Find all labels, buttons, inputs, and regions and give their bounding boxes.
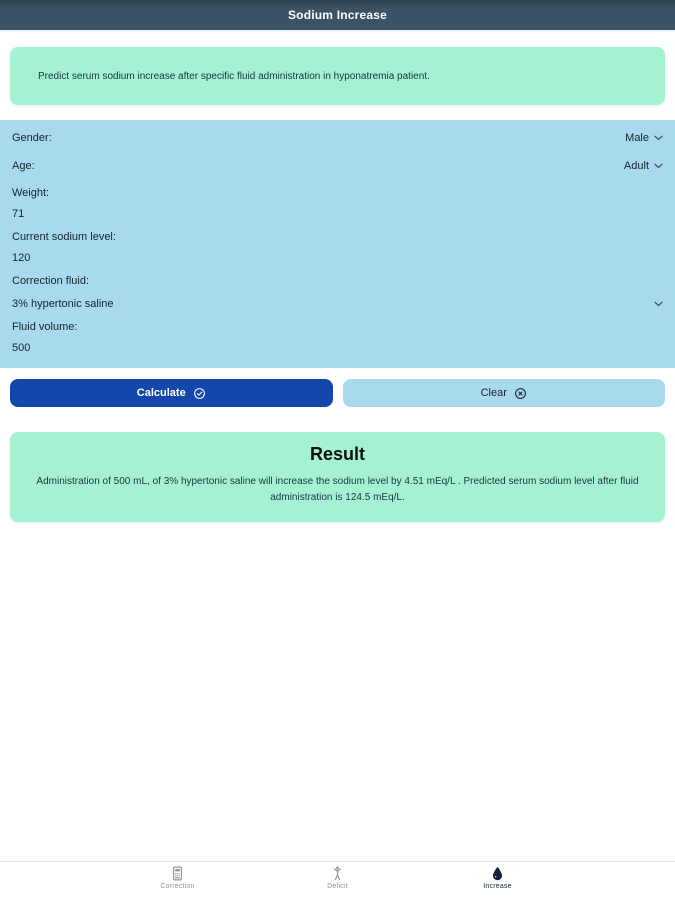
person-icon	[329, 865, 346, 882]
tab-deficit[interactable]	[297, 862, 379, 891]
calculate-button[interactable]	[10, 379, 333, 407]
page-title: Sodium Increase	[287, 8, 388, 22]
correction-fluid-group	[12, 272, 663, 314]
input-form-panel	[0, 120, 675, 368]
tab-deficit-label: Deficit	[327, 883, 348, 890]
current-sodium-label: Current sodium level:	[12, 231, 116, 243]
info-banner-text: Predict serum sodium increase after specific fluid administration in hyponatremia patient.	[38, 70, 430, 82]
tab-correction-label: Correction	[160, 883, 195, 890]
gender-value: Male	[625, 131, 649, 144]
gender-dropdown[interactable]	[625, 129, 663, 148]
weight-label: Weight:	[12, 187, 50, 199]
calculator-icon	[169, 865, 186, 882]
sodium-group	[12, 228, 663, 268]
x-circle-icon	[514, 387, 527, 400]
bottom-tab-bar	[0, 861, 675, 900]
correction-fluid-label: Correction fluid:	[12, 275, 90, 287]
gender-row	[12, 124, 663, 152]
weight-input[interactable]: 71	[12, 208, 25, 220]
action-buttons-row	[10, 379, 665, 407]
fluid-volume-input[interactable]: 500	[12, 342, 31, 354]
water-drop-icon	[489, 865, 506, 882]
chevron-down-icon	[654, 163, 663, 169]
tab-increase[interactable]	[457, 862, 539, 891]
gender-label: Gender:	[12, 131, 52, 144]
age-dropdown[interactable]	[624, 157, 663, 176]
calculate-button-label: Calculate	[136, 387, 186, 399]
fluid-volume-label: Fluid volume:	[12, 321, 78, 333]
tab-correction[interactable]	[137, 862, 219, 891]
result-card	[10, 432, 665, 522]
correction-fluid-value: 3% hypertonic saline	[12, 298, 114, 310]
age-label: Age:	[12, 159, 35, 172]
chevron-down-icon	[654, 135, 663, 141]
correction-fluid-select[interactable]	[12, 293, 663, 314]
header-bar	[0, 0, 675, 32]
weight-group	[12, 184, 663, 224]
result-title: Result	[309, 444, 365, 464]
chevron-down-icon	[654, 301, 663, 307]
clear-button-label: Clear	[480, 387, 507, 399]
fluid-volume-group	[12, 318, 663, 358]
tab-increase-label: Increase	[483, 883, 512, 890]
info-banner	[10, 47, 665, 105]
age-row	[12, 152, 663, 180]
current-sodium-input[interactable]: 120	[12, 252, 31, 264]
clear-button[interactable]	[343, 379, 666, 407]
age-value: Adult	[623, 159, 649, 172]
result-text: Administration of 500 mL, of 3% hypertonic saline will increase the sodium level by 4.51 mEq/L . Predicted serum sodium level after fluid administration is 124.5 mEq/L.	[36, 476, 639, 503]
check-circle-icon	[193, 387, 206, 400]
